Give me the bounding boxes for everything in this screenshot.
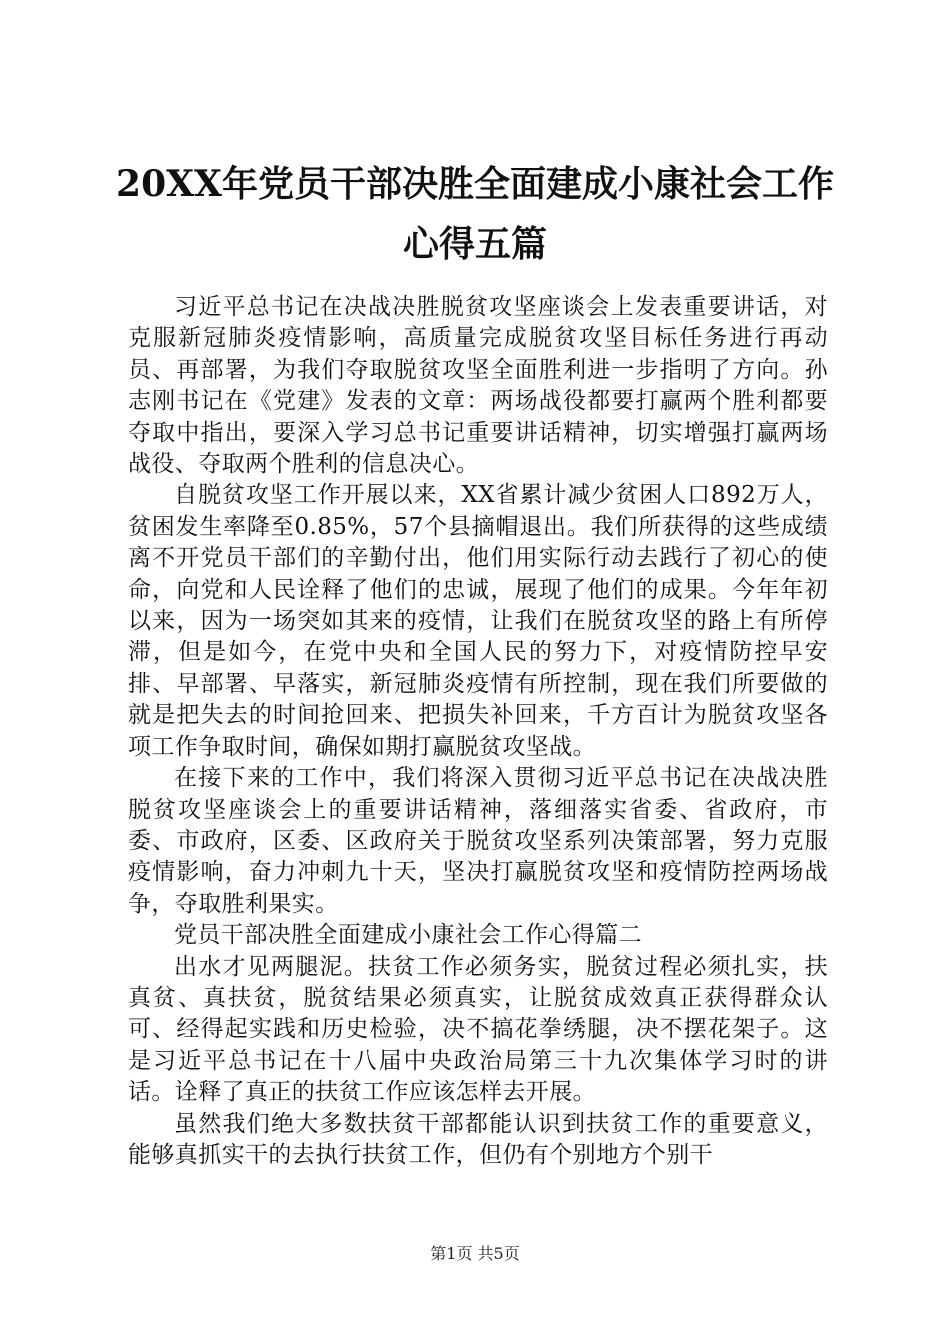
paragraph-5: 虽然我们绝大多数扶贫干部都能认识到扶贫工作的重要意义，能够真抓实干的去执行扶贫工作，但仍有个别地方个别干 <box>128 1110 828 1168</box>
paragraph-4: 出水才见两腿泥。扶贫工作必须务实，脱贫过程必须扎实，扶真贫、真扶贫，脱贫结果必须真实，让脱贫成效真正获得群众认可、经得起实践和历史检验，决不搞花拳绣腿，决不摆花架子。这是习近平总书记在十八届中央政治局第三十九次集体学习时的讲话。诠释了真正的扶贫工作应该怎样去开展。 <box>128 953 828 1106</box>
paragraph-1: 习近平总书记在决战决胜脱贫攻坚座谈会上发表重要讲话，对克服新冠肺炎疫情影响，高质量完成脱贫攻坚目标任务进行再动员、再部署，为我们夺取脱贫攻坚全面胜利进一步指明了方向。孙志刚书记在《党建》发表的文章：两场战役都要打赢两个胜利都要夺取中指出，要深入学习总书记重要讲话精神，切实增强打赢两场战役、夺取两个胜利的信息决心。 <box>128 294 828 478</box>
document-title-line-2: 心得五篇 <box>402 223 547 265</box>
paragraph-2: 自脱贫攻坚工作开展以来，XX省累计减少贫困人口892万人，贫困发生率降至0.85%，57个县摘帽退出。我们所获得的这些成绩离不开党员干部们的辛勤付出，他们用实际行动去践行了初心的使命，向党和人民诠释了他们的忠诚，展现了他们的成果。今年年初以来，因为一场突如其来的疫情，让我们在脱贫攻坚的路上有所停滞，但是如今，在党中央和全国人民的努力下，对疫情防控早安排、早部署、早落实，新冠肺炎疫情有所控制，现在我们所要做的就是把失去的时间抢回来、把损失补回来，千方百计为脱贫攻坚各项工作争取时间，确保如期打赢脱贫攻坚战。 <box>128 482 828 760</box>
paragraph-3: 在接下来的工作中，我们将深入贯彻习近平总书记在决战决胜脱贫攻坚座谈会上的重要讲话精神，落细落实省委、省政府，市委、市政府，区委、区政府关于脱贫攻坚系列决策部署，努力克服疫情影响，奋力冲刺九十天，坚决打赢脱贫攻坚和疫情防控两场战争，夺取胜利果实。 <box>128 765 828 917</box>
page-footer: 第1页 共5页 <box>430 1244 520 1263</box>
document-body <box>128 292 828 1171</box>
section-heading-part-two: 党员干部决胜全面建成小康社会工作心得篇二 <box>174 922 642 949</box>
document-title-line-1: 20XX年党员干部决胜全面建成小康社会工作 <box>116 163 834 205</box>
